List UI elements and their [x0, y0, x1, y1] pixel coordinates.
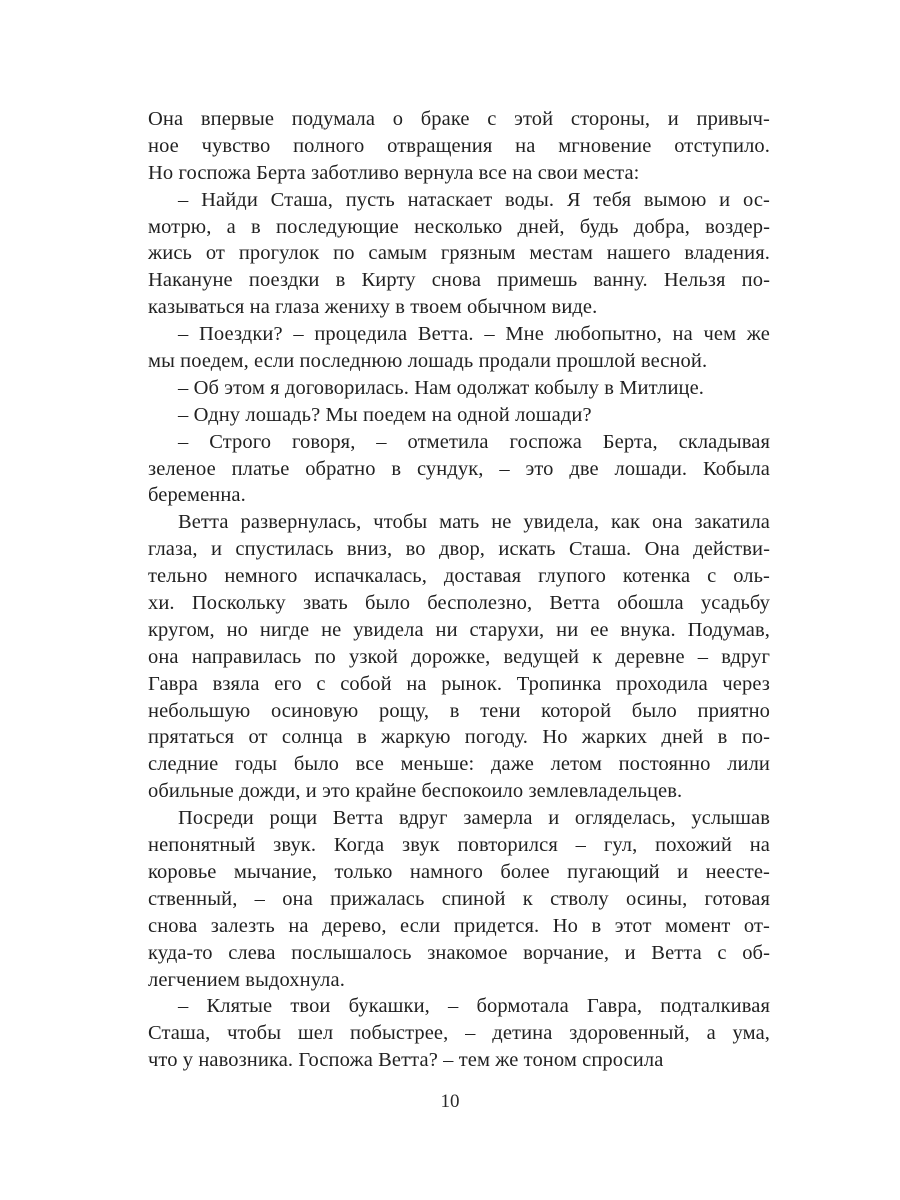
- text-line: Но госпожа Берта заботливо вернула все на свои места:: [148, 161, 640, 184]
- text-line: она направилась по узкой дорожке, ведущей к деревне – вдруг: [148, 645, 770, 668]
- text-line: тельно немного испачкалась, доставая глупого котенка с оль-: [148, 565, 770, 588]
- text-line: – Строго говоря, – отметила госпожа Берта, складывая: [178, 430, 770, 453]
- text-line: куда-то слева послышалось знакомое ворчание, и Ветта с об-: [148, 941, 770, 964]
- text-column: [148, 106, 770, 1074]
- text-line: беременна.: [148, 484, 246, 507]
- text-line: глаза, и спустилась вниз, во двор, искать Сташа. Она действи-: [148, 538, 770, 561]
- text-line: Гавра взяла его с собой на рынок. Тропинка проходила через: [148, 672, 770, 695]
- text-line: Сташа, чтобы шел побыстрее, – детина здоровенный, а ума,: [148, 1022, 770, 1045]
- text-line: Посреди рощи Ветта вдруг замерла и огляделась, услышав: [178, 807, 770, 830]
- paragraph: [148, 187, 770, 321]
- text-line: следние годы было все меньше: даже летом постоянно лили: [148, 753, 770, 776]
- text-line: Она впервые подумала о браке с этой стороны, и привыч-: [148, 108, 770, 130]
- text-line: хи. Поскольку звать было бесполезно, Ветта обошла усадьбу: [148, 592, 770, 615]
- text-line: кругом, но нигде не увидела ни старухи, ни ее внука. Подумав,: [148, 618, 770, 641]
- text-line: небольшую осиновую рощу, в тени которой было приятно: [148, 699, 770, 722]
- text-line: – Одну лошадь? Мы поедем на одной лошади?: [178, 403, 592, 426]
- text-line: жись от прогулок по самым грязным местам нашего владения.: [148, 242, 770, 265]
- text-line: прятаться от солнца в жаркую погоду. Но жарких дней в по-: [148, 726, 770, 749]
- text-line: что у навозника. Госпожа Ветта? – тем же тоном спросила: [148, 1049, 664, 1072]
- text-line: Ветта развернулась, чтобы мать не увидела, как она закатила: [178, 511, 770, 534]
- text-line: непонятный звук. Когда звук повторился – гул, похожий на: [148, 834, 770, 857]
- text-line: – Клятые твои букашки, – бормотала Гавра, подталкивая: [178, 995, 770, 1018]
- text-line: обильные дожди, и это крайне беспокоило землевладельцев.: [148, 780, 683, 803]
- text-line: коровье мычание, только намного более пугающий и неесте-: [148, 860, 770, 883]
- text-line: мы поедем, если последнюю лошадь продали прошлой весной.: [148, 350, 708, 373]
- paragraph: [148, 805, 770, 993]
- page-number: 10: [440, 1091, 460, 1112]
- text-line: ственный, – она прижалась спиной к стволу осины, готовая: [148, 887, 770, 910]
- paragraph: [148, 375, 770, 402]
- paragraph: [148, 106, 770, 187]
- text-line: казываться на глаза жениху в твоем обычном виде.: [148, 296, 598, 319]
- text-line: – Найди Сташа, пусть натаскает воды. Я тебя вымою и ос-: [178, 188, 770, 211]
- paragraph: [148, 993, 770, 1074]
- text-line: зеленое платье обратно в сундук, – это две лошади. Кобыла: [148, 457, 770, 480]
- text-line: снова залезть на дерево, если придется. Но в этот момент от-: [148, 914, 770, 937]
- paragraph: [148, 429, 770, 510]
- text-line: Накануне поездки в Кирту снова примешь ванну. Нельзя по-: [148, 269, 770, 292]
- paragraph: [148, 402, 770, 429]
- text-line: мотрю, а в последующие несколько дней, будь добра, воздер-: [148, 215, 770, 238]
- text-line: ное чувство полного отвращения на мгновение отступило.: [148, 134, 770, 157]
- text-line: – Об этом я договорилась. Нам одолжат кобылу в Митлице.: [178, 376, 705, 399]
- text-line: легчением выдохнула.: [148, 968, 345, 991]
- text-line: – Поездки? – процедила Ветта. – Мне любопытно, на чем же: [178, 323, 770, 346]
- paragraph: [148, 509, 770, 805]
- paragraph: [148, 321, 770, 375]
